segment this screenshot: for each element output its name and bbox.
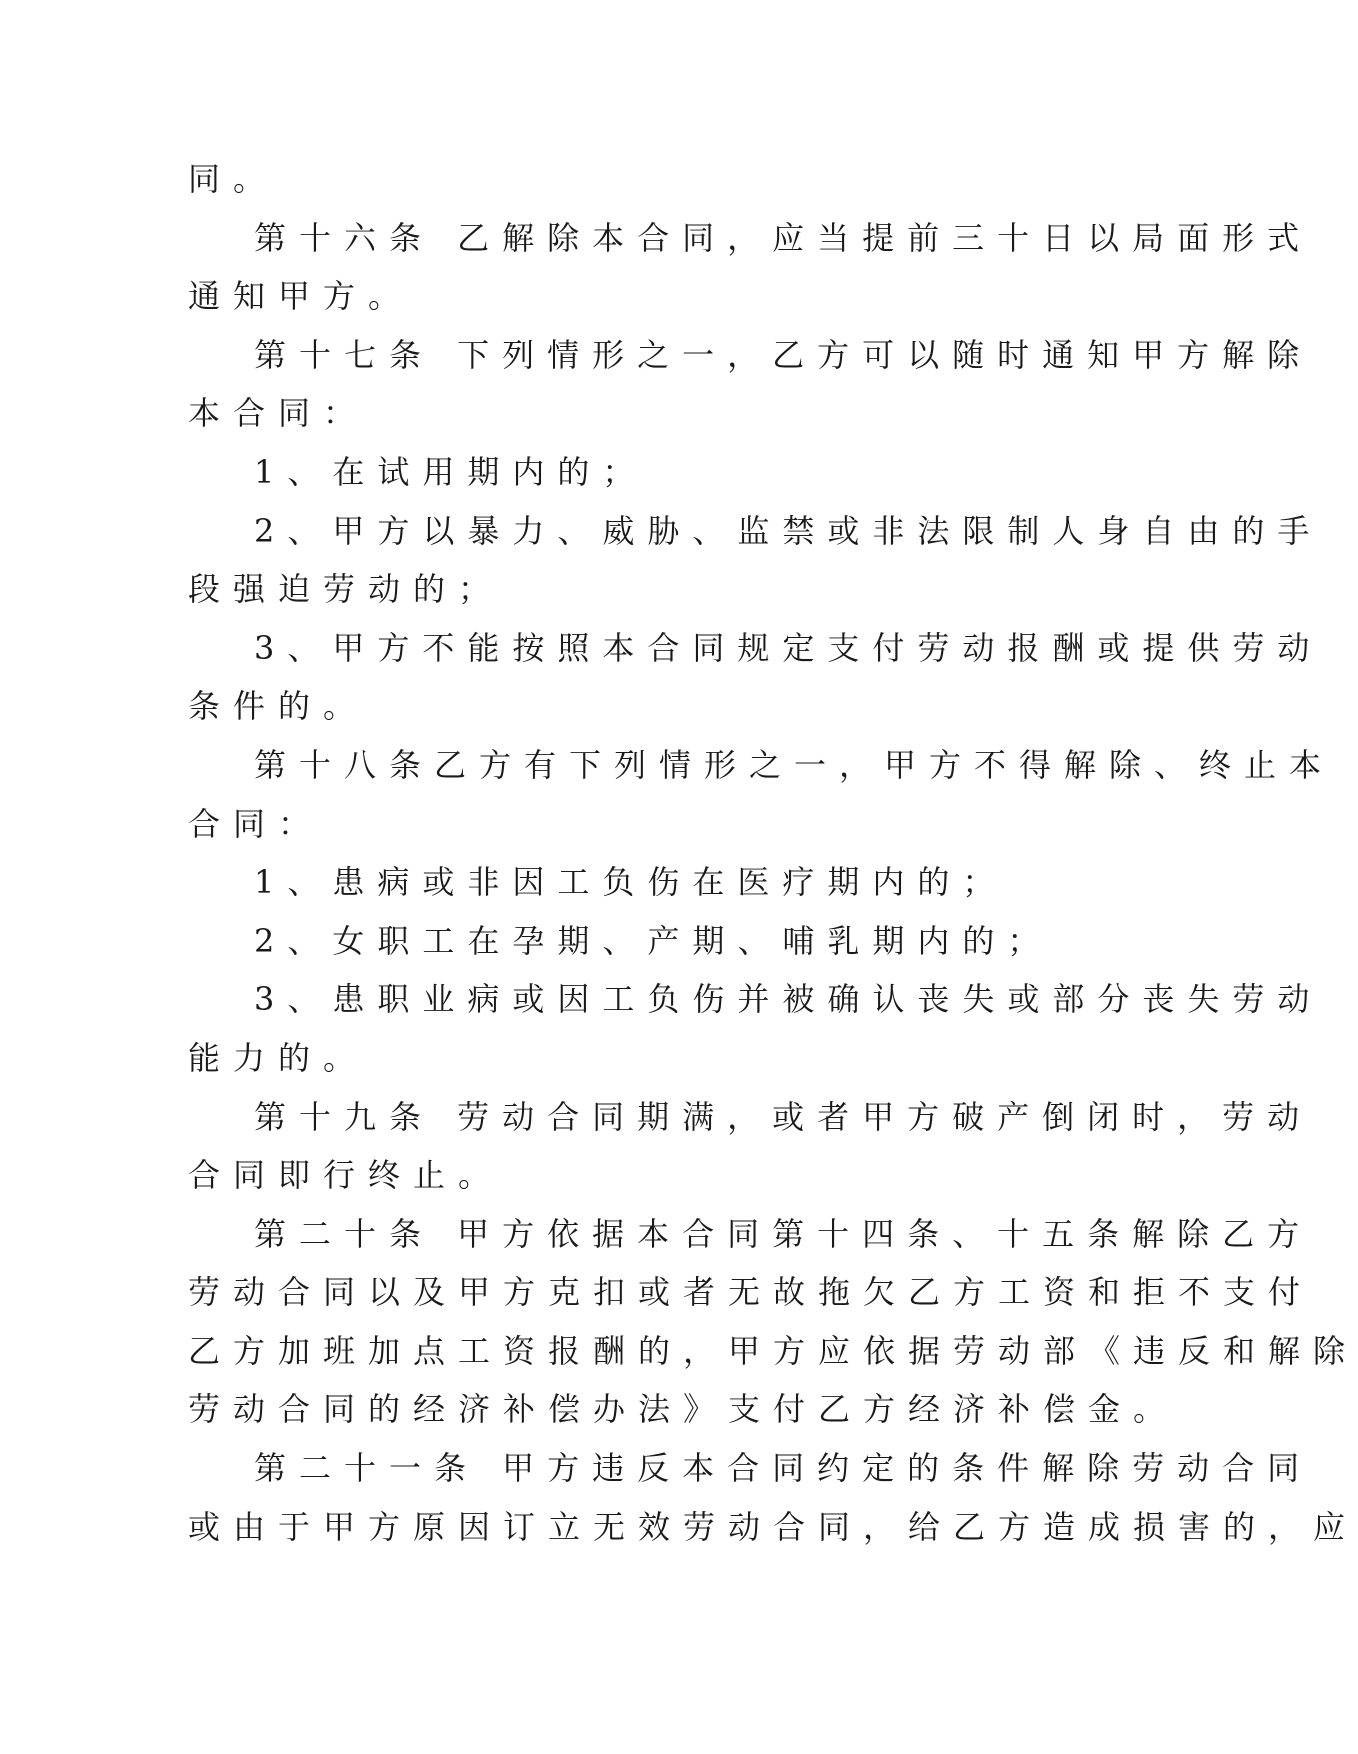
text-line: 条件的。 (188, 687, 369, 726)
text-line: 合同： (188, 804, 324, 843)
text-line: 通知甲方。 (188, 277, 414, 316)
text-line: 乙方加班加点工资报酬的，甲方应依据劳动部《违反和解除 (188, 1331, 1358, 1370)
text-line: 第二十条 甲方依据本合同第十四条、十五条解除乙方 (254, 1214, 1313, 1253)
text-line: 2、女职工在孕期、产期、哺乳期内的； (254, 921, 1053, 960)
text-line: 2、甲方以暴力、威胁、监禁或非法限制人身自由的手 (254, 511, 1323, 550)
text-line: 1、在试用期内的； (254, 452, 648, 491)
text-line: 能力的。 (188, 1038, 369, 1077)
text-line: 劳动合同的经济补偿办法》支付乙方经济补偿金。 (188, 1390, 1179, 1429)
text-line: 第二十一条 甲方违反本合同约定的条件解除劳动合同 (254, 1449, 1313, 1488)
text-line: 或由于甲方原因订立无效劳动合同，给乙方造成损害的，应 (188, 1507, 1358, 1546)
text-line: 同。 (188, 160, 279, 198)
text-line: 第十七条 下列情形之一，乙方可以随时通知甲方解除 (254, 335, 1313, 374)
text-line: 段强迫劳动的； (188, 570, 504, 609)
text-line: 合同即行终止。 (188, 1156, 504, 1195)
text-line: 第十八条乙方有下列情形之一，甲方不得解除、终止本 (254, 745, 1335, 784)
document-page (188, 150, 1358, 1556)
text-line: 本合同： (188, 394, 369, 433)
text-line: 3、甲方不能按照本合同规定支付劳动报酬或提供劳动 (254, 628, 1323, 667)
text-line: 第十六条 乙解除本合同，应当提前三十日以局面形式 (254, 218, 1313, 257)
text-line: 3、患职业病或因工负伤并被确认丧失或部分丧失劳动 (254, 980, 1323, 1019)
text-line: 1、患病或非因工负伤在医疗期内的； (254, 863, 1008, 902)
text-line: 第十九条 劳动合同期满，或者甲方破产倒闭时，劳动 (254, 1097, 1313, 1136)
text-line: 劳动合同以及甲方克扣或者无故拖欠乙方工资和拒不支付 (188, 1273, 1314, 1312)
